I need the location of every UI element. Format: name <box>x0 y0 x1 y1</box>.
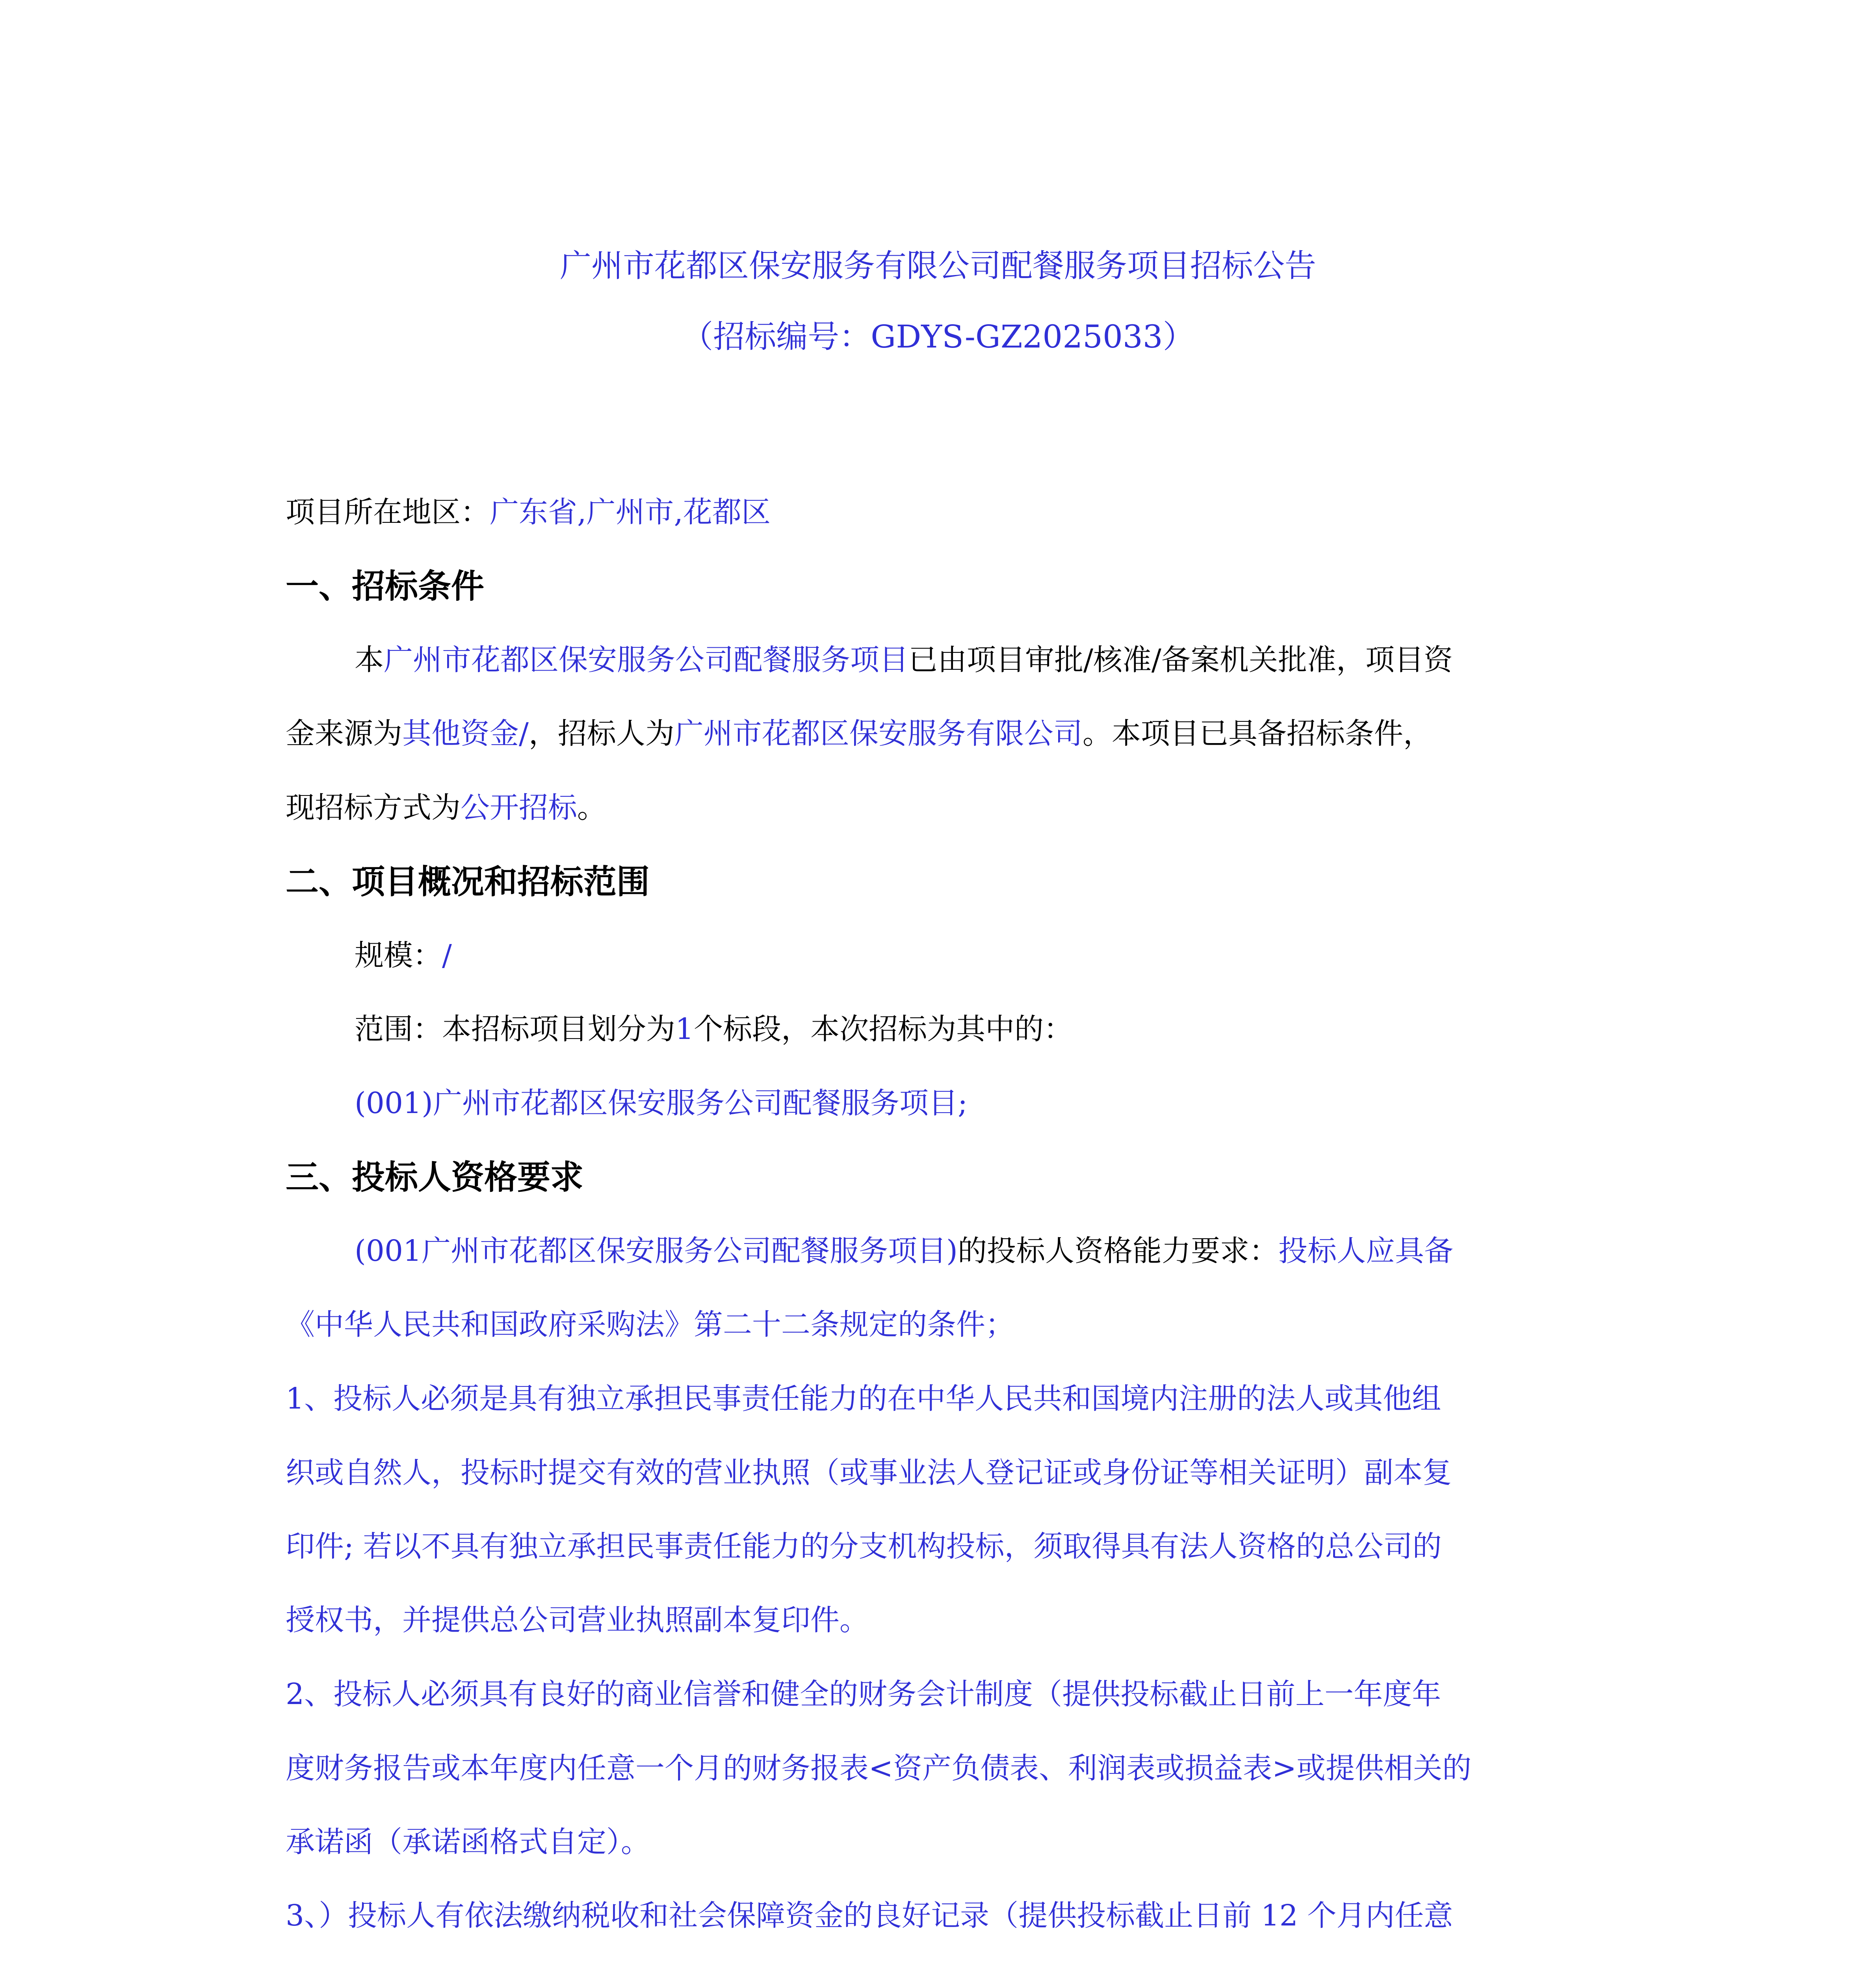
section3-intro-line1 <box>355 1231 1453 1271</box>
requirement-text: 投标人应具备 <box>1278 1234 1453 1268</box>
scale-label: 规模： <box>355 939 442 972</box>
item1-line4: 授权书，并提供总公司营业执照副本复印件。 <box>286 1603 869 1637</box>
text: 的投标人资格能力要求： <box>957 1234 1278 1268</box>
text: 个标段，本次招标为其中的： <box>694 1012 1073 1046</box>
text: 。 <box>577 791 606 825</box>
item1-line3: 印件; 若以不具有独立承担民事责任能力的分支机构投标，须取得具有法人资格的总公司的 <box>286 1530 1442 1563</box>
section1-para-line2 <box>286 714 1432 753</box>
item2-line3: 承诺函（承诺函格式自定）。 <box>286 1825 650 1859</box>
lot-reference: (001广州市花都区保安服务公司配餐服务项目) <box>355 1234 958 1268</box>
document-title: 广州市花都区保安服务有限公司配餐服务项目招标公告 <box>560 247 1316 284</box>
tender-method: 公开招标 <box>461 791 577 825</box>
section1-para-line1 <box>355 640 1453 680</box>
text: 已由项目审批/核准/备案机关批准，项目资 <box>908 643 1453 677</box>
section3-heading: 三、投标人资格要求 <box>286 1158 584 1197</box>
item3-line1: 3、）投标人有依法缴纳税收和社会保障资金的良好记录（提供投标截止日前 12 个月内任意 <box>286 1899 1453 1933</box>
lot-line: (001)广州市花都区保安服务公司配餐服务项目; <box>355 1086 968 1120</box>
item1-line1: 1、投标人必须是具有独立承担民事责任能力的在中华人民共和国境内注册的法人或其他组 <box>286 1382 1441 1416</box>
text: 金来源为 <box>286 717 402 751</box>
fund-source: 其他资金/ <box>402 717 529 751</box>
section2-heading: 二、项目概况和招标范围 <box>286 862 650 901</box>
text: 范围：本招标项目划分为 <box>355 1012 675 1046</box>
region-value: 广东省,广州市,花都区 <box>490 495 771 529</box>
text: 本 <box>355 643 384 677</box>
scale-value: / <box>442 939 452 972</box>
item1-line2: 织或自然人，投标时提交有效的营业执照（或事业法人登记证或身份证等相关证明）副本复 <box>286 1456 1452 1490</box>
lot-count: 1 <box>675 1012 694 1046</box>
region-line <box>286 492 771 532</box>
section1-heading: 一、招标条件 <box>286 567 485 606</box>
scale-line <box>355 936 452 975</box>
project-name: 广州市花都区保安服务公司配餐服务项目 <box>384 643 908 677</box>
item2-line2: 度财务报告或本年度内任意一个月的财务报表<资产负债表、利润表或损益表>或提供相关的 <box>286 1751 1472 1785</box>
text: 。本项目已具备招标条件， <box>1082 717 1432 751</box>
tenderer-name: 广州市花都区保安服务有限公司 <box>674 717 1083 751</box>
text: ，招标人为 <box>528 717 674 751</box>
region-label: 项目所在地区： <box>286 495 490 529</box>
text: 现招标方式为 <box>286 791 461 825</box>
item2-line1: 2、投标人必须具有良好的商业信誉和健全的财务会计制度（提供投标截止日前上一年度年 <box>286 1677 1441 1711</box>
bid-number: （招标编号：GDYS-GZ2025033） <box>682 318 1194 355</box>
range-line <box>355 1009 1073 1049</box>
section3-intro-line2: 《中华人民共和国政府采购法》第二十二条规定的条件； <box>286 1308 1014 1342</box>
section1-para-line3 <box>286 788 606 827</box>
